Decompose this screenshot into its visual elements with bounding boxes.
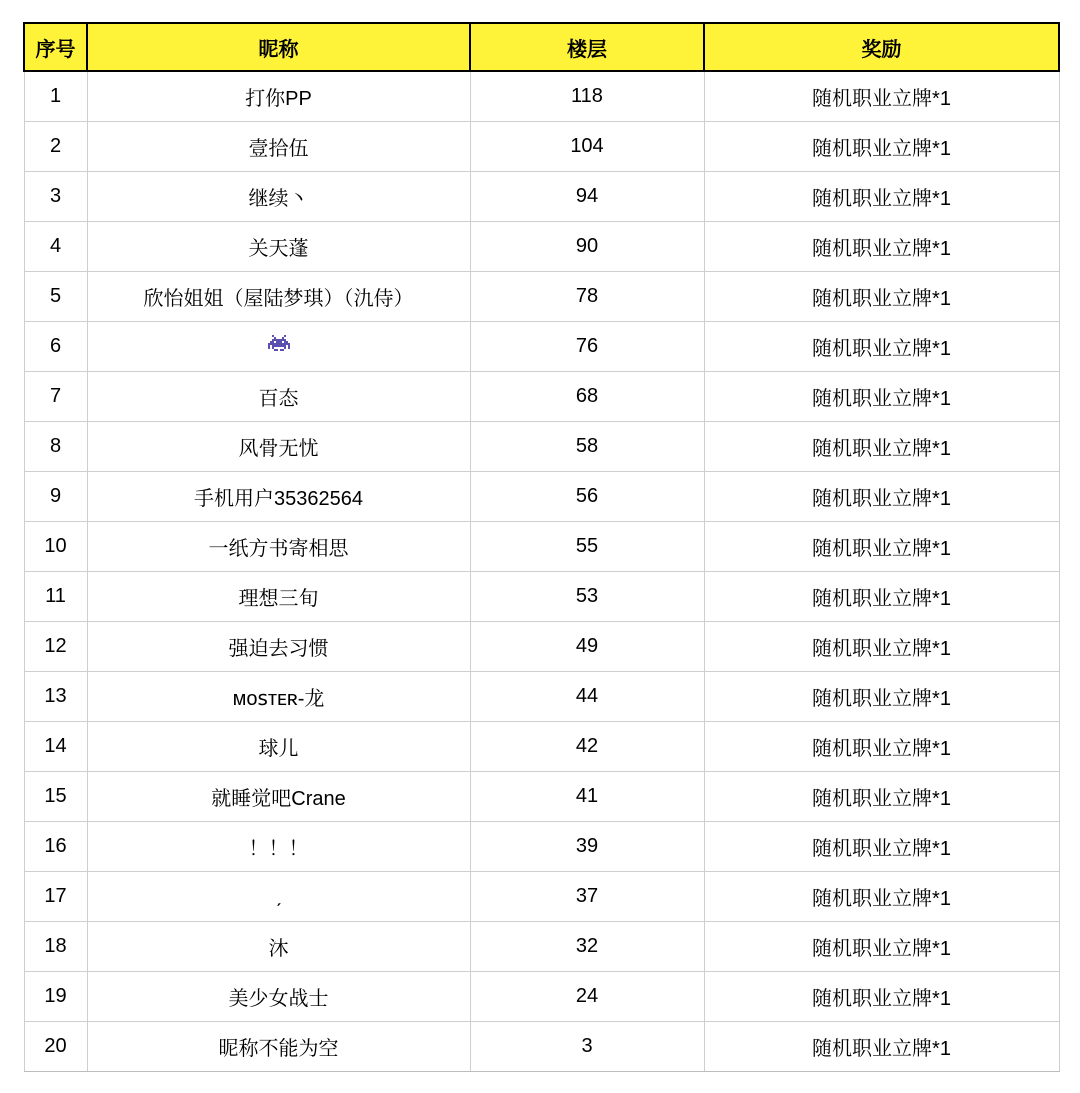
table-row [24, 972, 1059, 1022]
nickname-cell: 欣怡姐姐（屋陆梦琪）（氿侍） [87, 272, 470, 322]
floor-cell: 58 [470, 422, 704, 472]
reward-cell: 随机职业立牌*1 [704, 272, 1059, 322]
table-row [24, 272, 1059, 322]
floor-cell: 44 [470, 672, 704, 722]
rank-cell: 17 [24, 872, 87, 922]
rank-cell: 2 [24, 122, 87, 172]
reward-cell: 随机职业立牌*1 [704, 522, 1059, 572]
reward-cell: 随机职业立牌*1 [704, 422, 1059, 472]
reward-cell: 随机职业立牌*1 [704, 872, 1059, 922]
nickname-cell [87, 322, 470, 372]
floor-cell: 68 [470, 372, 704, 422]
table-row [24, 372, 1059, 422]
floor-cell: 41 [470, 772, 704, 822]
floor-cell: 104 [470, 122, 704, 172]
table-row [24, 172, 1059, 222]
reward-cell: 随机职业立牌*1 [704, 822, 1059, 872]
rank-cell: 12 [24, 622, 87, 672]
table-row [24, 522, 1059, 572]
rank-cell: 11 [24, 572, 87, 622]
floor-cell: 49 [470, 622, 704, 672]
nickname-cell: 昵称不能为空 [87, 1022, 470, 1072]
nickname-cell: 球儿 [87, 722, 470, 772]
table-row [24, 922, 1059, 972]
floor-cell: 56 [470, 472, 704, 522]
nickname-cell: ˏ [87, 872, 470, 922]
ranking-table [23, 22, 1060, 1072]
reward-cell: 随机职业立牌*1 [704, 1022, 1059, 1072]
rank-cell: 8 [24, 422, 87, 472]
reward-cell: 随机职业立牌*1 [704, 672, 1059, 722]
floor-cell: 76 [470, 322, 704, 372]
rank-cell: 6 [24, 322, 87, 372]
table-row [24, 222, 1059, 272]
floor-cell: 53 [470, 572, 704, 622]
reward-cell: 随机职业立牌*1 [704, 372, 1059, 422]
reward-cell: 随机职业立牌*1 [704, 222, 1059, 272]
floor-cell: 55 [470, 522, 704, 572]
floor-cell: 118 [470, 71, 704, 122]
nickname-cell: 风骨无忧 [87, 422, 470, 472]
rank-cell: 20 [24, 1022, 87, 1072]
nickname-cell: 壹拾伍 [87, 122, 470, 172]
rank-cell: 9 [24, 472, 87, 522]
reward-cell: 随机职业立牌*1 [704, 772, 1059, 822]
rank-cell: 19 [24, 972, 87, 1022]
header-nickname: 昵称 [87, 23, 470, 71]
nickname-cell: 就睡觉吧Crane [87, 772, 470, 822]
rank-cell: 1 [24, 71, 87, 122]
nickname-cell: 美少女战士 [87, 972, 470, 1022]
reward-cell: 随机职业立牌*1 [704, 172, 1059, 222]
floor-cell: 24 [470, 972, 704, 1022]
table-row [24, 322, 1059, 372]
header-floor: 楼层 [470, 23, 704, 71]
ranking-table-container [23, 22, 1058, 1072]
nickname-cell: 百态 [87, 372, 470, 422]
reward-cell: 随机职业立牌*1 [704, 722, 1059, 772]
floor-cell: 78 [470, 272, 704, 322]
nickname-cell: 一纸方书寄相思 [87, 522, 470, 572]
rank-cell: 18 [24, 922, 87, 972]
header-reward: 奖励 [704, 23, 1059, 71]
floor-cell: 90 [470, 222, 704, 272]
rank-cell: 14 [24, 722, 87, 772]
rank-cell: 15 [24, 772, 87, 822]
table-row [24, 572, 1059, 622]
rank-cell: 4 [24, 222, 87, 272]
floor-cell: 39 [470, 822, 704, 872]
reward-cell: 随机职业立牌*1 [704, 122, 1059, 172]
table-row [24, 472, 1059, 522]
nickname-cell: 手机用户35362564 [87, 472, 470, 522]
reward-cell: 随机职业立牌*1 [704, 622, 1059, 672]
table-row [24, 422, 1059, 472]
nickname-cell: 沐 [87, 922, 470, 972]
reward-cell: 随机职业立牌*1 [704, 572, 1059, 622]
table-body [24, 71, 1059, 1072]
nickname-cell: 打你PP [87, 71, 470, 122]
rank-cell: 7 [24, 372, 87, 422]
reward-cell: 随机职业立牌*1 [704, 972, 1059, 1022]
floor-cell: 32 [470, 922, 704, 972]
reward-cell: 随机职业立牌*1 [704, 322, 1059, 372]
table-row [24, 622, 1059, 672]
reward-cell: 随机职业立牌*1 [704, 922, 1059, 972]
floor-cell: 37 [470, 872, 704, 922]
table-row [24, 872, 1059, 922]
nickname-cell: 强迫去习惯 [87, 622, 470, 672]
floor-cell: 3 [470, 1022, 704, 1072]
nickname-cell: 理想三旬 [87, 572, 470, 622]
table-row [24, 122, 1059, 172]
table-row [24, 772, 1059, 822]
table-row [24, 822, 1059, 872]
space-invader-icon [268, 335, 290, 359]
rank-cell: 3 [24, 172, 87, 222]
rank-cell: 10 [24, 522, 87, 572]
nickname-cell: 继续丶 [87, 172, 470, 222]
floor-cell: 94 [470, 172, 704, 222]
table-row [24, 672, 1059, 722]
rank-cell: 16 [24, 822, 87, 872]
table-header [24, 23, 1059, 71]
header-rank: 序号 [24, 23, 87, 71]
table-row [24, 1022, 1059, 1072]
floor-cell: 42 [470, 722, 704, 772]
rank-cell: 5 [24, 272, 87, 322]
reward-cell: 随机职业立牌*1 [704, 472, 1059, 522]
table-row [24, 722, 1059, 772]
header-row [24, 23, 1059, 71]
table-row [24, 71, 1059, 122]
nickname-cell: ᴍᴏꜱᴛᴇʀ-龙 [87, 672, 470, 722]
rank-cell: 13 [24, 672, 87, 722]
reward-cell: 随机职业立牌*1 [704, 71, 1059, 122]
nickname-cell: 关天蓬 [87, 222, 470, 272]
nickname-cell: ！！！ [87, 822, 470, 872]
